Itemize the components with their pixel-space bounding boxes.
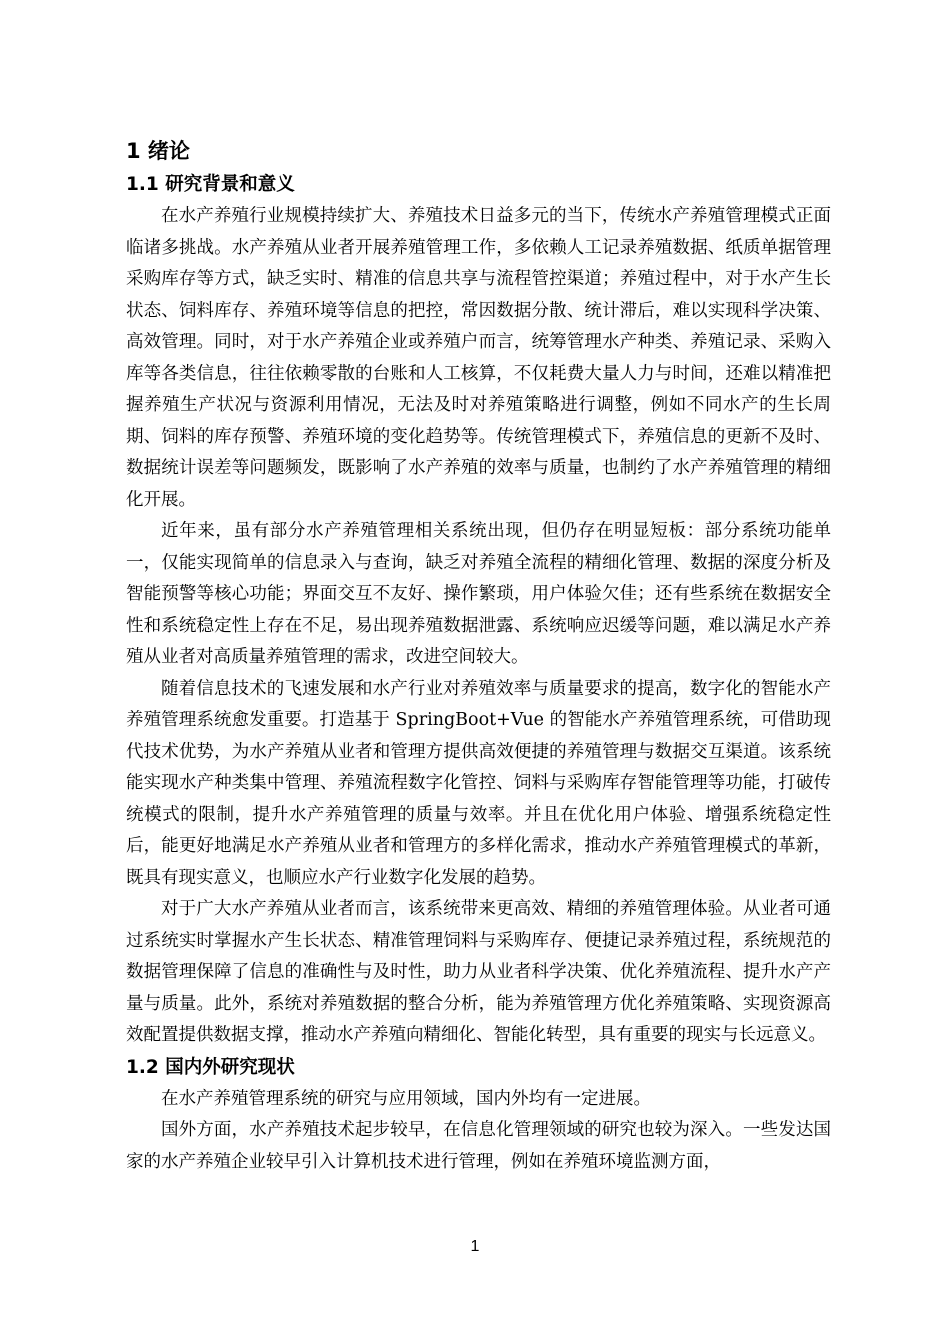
- page-content: [126, 133, 831, 1178]
- paragraph: 近年来，虽有部分水产养殖管理相关系统出现，但仍存在明显短板：部分系统功能单一，仅能实现简单的信息录入与查询，缺乏对养殖全流程的精细化管理、数据的深度分析及智能预警等核心功能；界面交互不友好、操作繁琐，用户体验欠佳；还有些系统在数据安全性和系统稳定性上存在不足，易出现养殖数据泄露、系统响应迟缓等问题，难以满足水产养殖从业者对高质量养殖管理的需求，改进空间较大。: [126, 521, 831, 667]
- paragraph: 在水产养殖行业规模持续扩大、养殖技术日益多元的当下，传统水产养殖管理模式正面临诸多挑战。水产养殖从业者开展养殖管理工作，多依赖人工记录养殖数据、纸质单据管理采购库存等方式，缺乏实时、精准的信息共享与流程管控渠道；养殖过程中，对于水产生长状态、饲料库存、养殖环境等信息的把控，常因数据分散、统计滞后，难以实现科学决策、高效管理。同时，对于水产养殖企业或养殖户而言，统筹管理水产种类、养殖记录、采购入库等各类信息，往往依赖零散的台账和人工核算，不仅耗费大量人力与时间，还难以精准把握养殖生产状况与资源利用情况，无法及时对养殖策略进行调整，例如不同水产的生长周期、饲料的库存预警、养殖环境的变化趋势等。传统管理模式下，养殖信息的更新不及时、数据统计误差等问题频发，既影响了水产养殖的效率与质量，也制约了水产养殖管理的精细化开展。: [126, 206, 831, 510]
- paragraph: 随着信息技术的飞速发展和水产行业对养殖效率与质量要求的提高，数字化的智能水产养殖管理系统愈发重要。打造基于 SpringBoot+Vue 的智能水产养殖管理系统，可借助现代技术优势，为水产养殖从业者和管理方提供高效便捷的养殖管理与数据交互渠道。该系统能实现水产种类集中管理、养殖流程数字化管控、饲料与采购库存智能管理等功能，打破传统模式的限制，提升水产养殖管理的质量与效率。并且在优化用户体验、增强系统稳定性后，能更好地满足水产养殖从业者和管理方的多样化需求，推动水产养殖管理模式的革新，既具有现实意义，也顺应水产行业数字化发展的趋势。: [126, 678, 831, 888]
- section-heading: 1.1 研究背景和意义: [126, 174, 295, 195]
- paragraph: 对于广大水产养殖从业者而言，该系统带来更高效、精细的养殖管理体验。从业者可通过系统实时掌握水产生长状态、精准管理饲料与采购库存、便捷记录养殖过程，系统规范的数据管理保障了信息的准确性与及时性，助力从业者科学决策、优化养殖流程、提升水产产量与质量。此外，系统对养殖数据的整合分析，能为养殖管理方优化养殖策略、实现资源高效配置提供数据支撑，推动水产养殖向精细化、智能化转型，具有重要的现实与长远意义。: [126, 899, 831, 1045]
- paragraph: 在水产养殖管理系统的研究与应用领域，国内外均有一定进展。: [161, 1088, 651, 1109]
- chapter-title: 1 绪论: [126, 139, 190, 163]
- section-heading: 1.2 国内外研究现状: [126, 1056, 295, 1078]
- paragraph: 国外方面，水产养殖技术起步较早，在信息化管理领域的研究也较为深入。一些发达国家的水产养殖企业较早引入计算机技术进行管理，例如在养殖环境监测方面，: [126, 1120, 831, 1172]
- page-number: 1: [470, 1238, 480, 1255]
